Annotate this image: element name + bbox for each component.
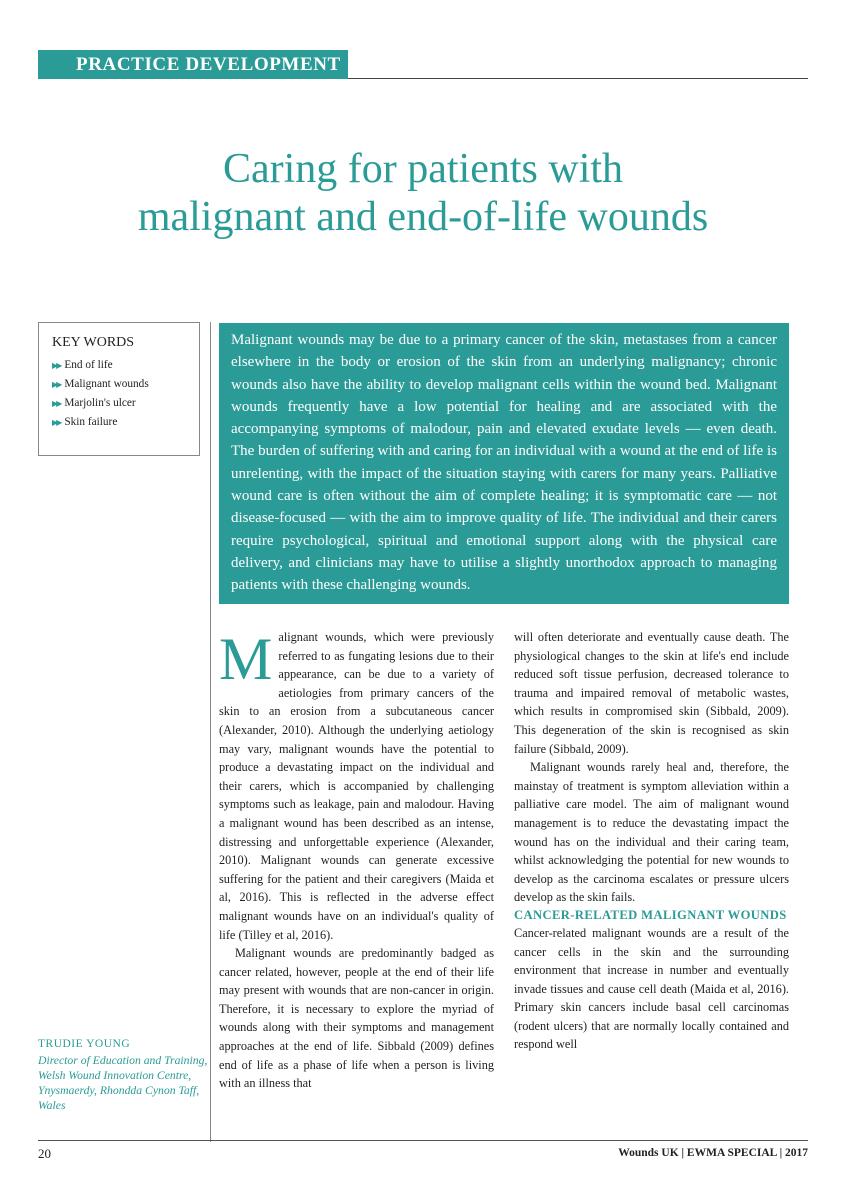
keyword-label: Malignant wounds [64, 378, 149, 390]
section-label: PRACTICE DEVELOPMENT [76, 54, 341, 75]
double-chevron-icon: ▶▶ [52, 380, 61, 389]
section-banner [38, 50, 348, 79]
abstract-text: Malignant wounds may be due to a primary cancer of the skin, metastases from a cancer elsewhere in the body or erosion of the skin from an underlying malignancy; chronic wounds also have the ability to develop malignant cells within the wound bed. Malignant wounds frequently have a low potential for healing and are associated with the accompanying symptoms of malodour, pain and elevated exudate levels — even death. The burden of suffering with and caring for an individual with a wound at the end of life is unrelenting, with the impact of the situation staying with carers for many years. Palliative wound care is often without the aim of complete healing; it is symptomatic care — not disease-focused — with the aim to improve quality of life. The individual and their carers require psychological, spiritual and emotional support along with the physical care delivery, and clinicians may have to utilise a slightly unorthodox approach to managing patients with these challenging wounds. [231, 332, 777, 594]
double-chevron-icon: ▶▶ [52, 399, 61, 408]
title-line-1: Caring for patients with [222, 146, 624, 192]
abstract-box [219, 323, 789, 604]
footer-divider [38, 1140, 808, 1141]
keyword-item [52, 413, 149, 432]
sidebar-divider [210, 322, 211, 1142]
body-paragraph-1 [219, 628, 494, 944]
body-paragraph-4: Malignant wounds rarely heal and, therefore, the mainstay of treatment is symptom alleviation within a palliative care model. The aim of malignant wound management is to reduce the devastating impact the wound has on the individual and their caring team, whilst acknowledging the potential for new wounds to develop as the carcinoma escalates or pressure ulcers develop as the skin fails. [514, 760, 789, 905]
keyword-item [52, 394, 149, 413]
section-subheading: CANCER-RELATED MALIGNANT WOUNDS [514, 907, 787, 922]
body-paragraph-2: Malignant wounds are predominantly badged as cancer related, however, people at the end of their life may present with wounds that are non-cancer in origin. Therefore, it is necessary to explore the myriad of wounds along with their symptoms and management approaches at the end of life. Sibbald (2009) defines end of life as a phase of life when a person is living with an illness that [219, 946, 494, 1091]
keywords-box [38, 322, 200, 456]
keyword-item [52, 356, 149, 375]
author-block [38, 1037, 208, 1113]
article-title [0, 145, 846, 241]
title-line-2: malignant and end-of-life wounds [137, 194, 709, 240]
keywords-list [52, 356, 149, 432]
author-name: TRUDIE YOUNG [38, 1038, 131, 1050]
page-number: 20 [38, 1146, 51, 1161]
keyword-label: End of life [64, 359, 113, 371]
body-column-1 [219, 628, 494, 1093]
publication-footer: Wounds UK | EWMA SPECIAL | 2017 [618, 1147, 808, 1159]
keywords-heading: KEY WORDS [52, 335, 135, 350]
drop-cap: M [219, 626, 273, 692]
keyword-item [52, 375, 149, 394]
double-chevron-icon: ▶▶ [52, 361, 61, 370]
keyword-label: Marjolin's ulcer [64, 397, 136, 409]
author-role: Director of Education and Training, Welsh Wound Innovation Centre, Ynysmaerdy, Rhondda Cynon Taff, Wales [38, 1054, 208, 1112]
body-column-2 [514, 628, 789, 1054]
body-paragraph-5: Cancer-related malignant wounds are a result of the cancer cells in the skin and the surrounding environment that increase in number and eventually invade tissues and cause cell death (Maida et al, 2016). Primary skin cancers include basal cell carcinomas (rodent ulcers) that are normally locally contained and respond well [514, 925, 789, 1052]
body-paragraph-3: will often deteriorate and eventually cause death. The physiological changes to the skin at life's end include reduced soft tissue perfusion, decreased tolerance to trauma and impaired removal of metabolic wastes, which results in compromised skin (Sibbald, 2009). This degeneration of the skin is recognised as skin failure (Sibbald, 2009). [514, 630, 789, 756]
header-divider [348, 78, 808, 79]
keyword-label: Skin failure [64, 416, 118, 428]
double-chevron-icon: ▶▶ [52, 418, 61, 427]
paragraph-text: alignant wounds, which were previously referred to as fungating lesions due to their appearance, can be due to a variety of aetiologies from primary cancers of the skin to an erosion from a subcutaneous cancer (Alexander, 2010). Although the underlying aetiology may vary, malignant wounds have the potential to produce a devastating impact on the individual and their carers, which is accompanied by challenging symptoms such as leakage, pain and malodour. Having a malignant wound has been described as an intense, distressing and unforgettable experience (Alexander, 2010). Malignant wounds can generate excessive suffering for the patient and their caregivers (Maida et al, 2016). This is reflected in the adverse effect malignant wounds have on an individual's quality of life (Tilley et al, 2016). [219, 630, 494, 942]
